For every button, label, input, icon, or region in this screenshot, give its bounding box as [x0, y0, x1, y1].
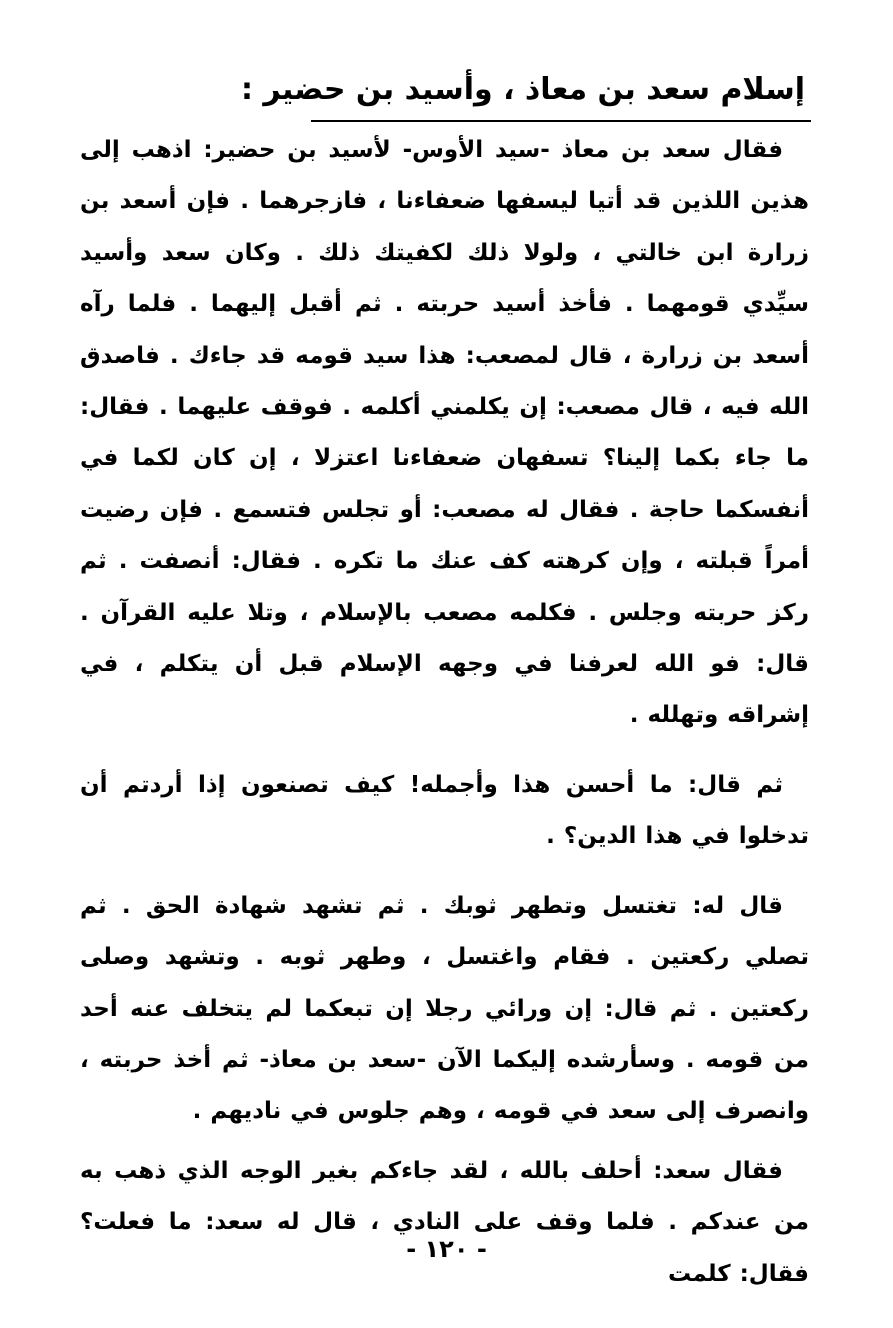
paragraph-4	[80, 1146, 809, 1300]
section-heading	[240, 68, 811, 122]
paragraph-1	[80, 125, 809, 742]
paragraph-1-text: فقال سعد بن معاذ -سيد الأوس- لأسيد بن حضير: اذهب إلى هذين اللذين قد أتيا ليسفها ضعفاءنا ، فازجرهما . فإن أسعد بن زرارة ابن خالتي ، ولولا ذلك لكفيتك ذلك . وكان سعد وأسيد سيِّدي قومهما . فأخذ أسيد حربته . ثم أقبل إليهما . فلما رآه أسعد بن زرارة ، قال لمصعب: هذا سيد قومه قد جاءك . فاصدق الله فيه ، قال مصعب: إن يكلمني أكلمه . فوقف عليهما . فقال: ما جاء بكما إلينا؟ تسفهان ضعفاءنا اعتزلا ، إن كان لكما في أنفسكما حاجة . فقال له مصعب: أو تجلس فتسمع . فإن رضيت أمراً قبلته ، وإن كرهته كف عنك ما تكره . فقال: أنصفت . ثم ركز حربته وجلس . فكلمه مصعب بالإسلام ، وتلا عليه القرآن . قال: فو الله لعرفنا في وجهه الإسلام قبل أن يتكلم ، في إشراقه وتهلله .	[80, 137, 809, 729]
page-number: - ١٢٠ -	[406, 1235, 487, 1263]
paragraph-2	[80, 760, 809, 863]
paragraph-4-text: فقال سعد: أحلف بالله ، لقد جاءكم بغير الوجه الذي ذهب به من عندكم . فلما وقف على النادي ، قال له سعد: ما فعلت؟ فقال: كلمت	[80, 1157, 809, 1287]
body-text	[80, 125, 809, 1300]
section-title: إسلام سعد بن معاذ ، وأسيد بن حضير :	[240, 72, 805, 107]
paragraph-2-text: ثم قال: ما أحسن هذا وأجمله! كيف تصنعون إذا أردتم أن تدخلوا في هذا الدين؟ .	[80, 771, 809, 850]
title-underline	[311, 120, 811, 122]
paragraph-3-text: قال له: تغتسل وتطهر ثوبك . ثم تشهد شهادة الحق . ثم تصلي ركعتين . فقام واغتسل ، وطهر ثوبه . وتشهد وصلى ركعتين . ثم قال: إن ورائي رجلا إن تبعكما لم يتخلف عنه أحد من قومه . وسأرشده إليكما الآن -سعد بن معاذ- ثم أخذ حربته ، وانصرف إلى سعد في قومه ، وهم جلوس في ناديهم .	[80, 892, 809, 1125]
paragraph-3	[80, 881, 809, 1138]
